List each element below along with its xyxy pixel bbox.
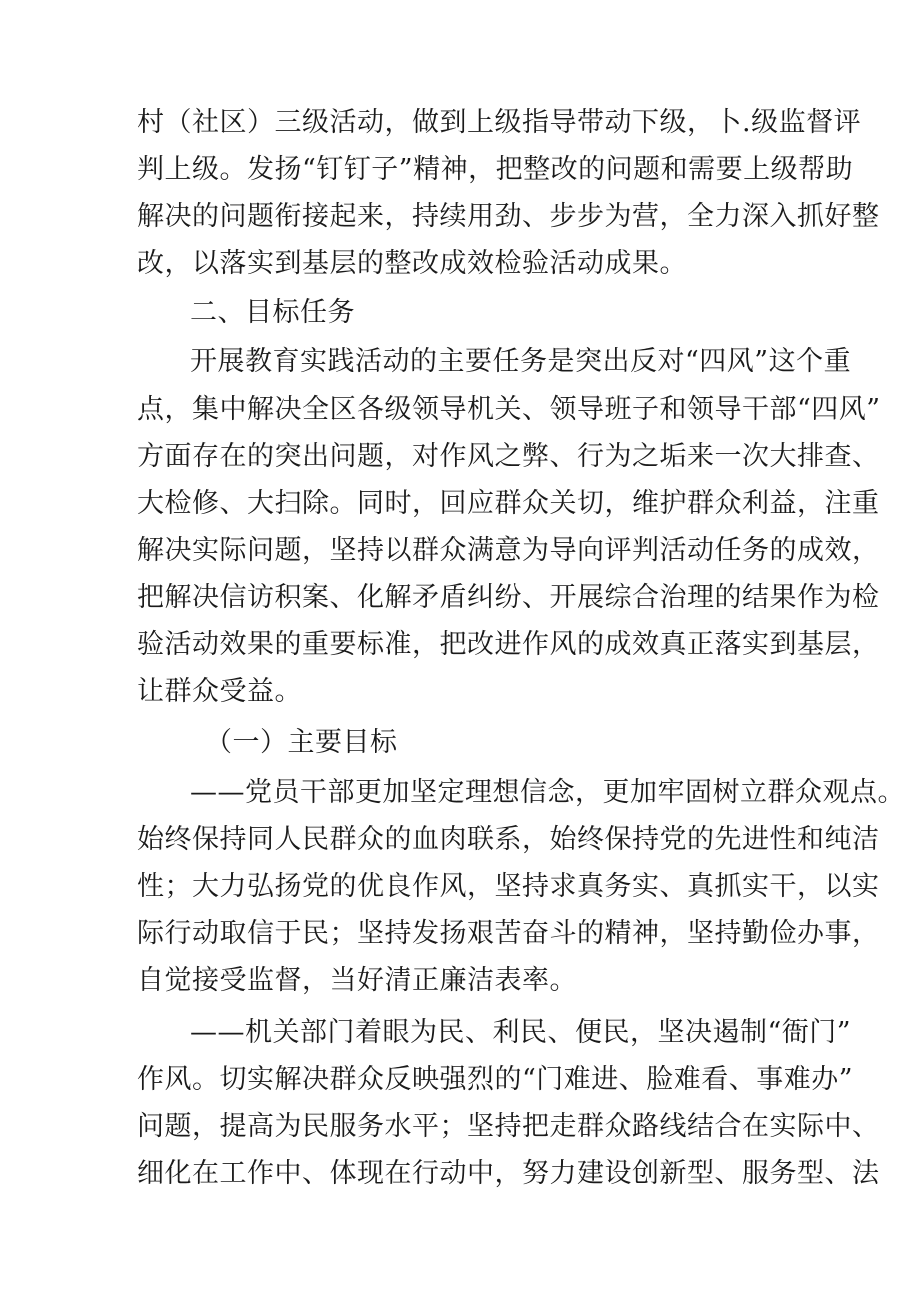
text-line: ——党员干部更加坚定理想信念，更加牢固树立群众观点。 <box>190 777 905 808</box>
text-line: 点，集中解决全区各级领导机关、领导班子和领导干部“四风” <box>137 394 881 425</box>
text-line: 让群众受益。 <box>137 676 302 707</box>
section-heading: 二、目标任务 <box>190 297 355 328</box>
text-line: 始终保持同人民群众的血肉联系，始终保持党的先进性和纯洁 <box>137 824 880 855</box>
text-line: 问题，提高为民服务水平；坚持把走群众路线结合在实际中、 <box>137 1111 880 1142</box>
text-line: 判上级。发扬“钉钉子”精神，把整改的问题和需要上级帮助 <box>137 154 854 185</box>
text-line: 细化在工作中、体现在行动中，努力建设创新型、服务型、法 <box>137 1158 880 1189</box>
text-line: 自觉接受监督，当好清正廉洁表率。 <box>137 965 577 996</box>
text-line: 作风。切实解决群众反映强烈的“门难进、脸难看、事难办” <box>137 1064 854 1095</box>
text-line: 把解决信访积案、化解矛盾纠纷、开展综合治理的结果作为检 <box>137 582 880 613</box>
text-line: 解决实际问题，坚持以群众满意为导向评判活动任务的成效， <box>137 535 880 566</box>
text-line: 方面存在的突出问题，对作风之弊、行为之垢来一次大排查、 <box>137 441 880 472</box>
subsection-heading: （一）主要目标 <box>205 727 398 758</box>
text-line: ——机关部门着眼为民、利民、便民，坚决遏制“衙门” <box>190 1017 852 1048</box>
text-line: 村（社区）三级活动，做到上级指导带动下级，卜.级监督评 <box>137 107 862 138</box>
text-line: 大检修、大扫除。同时，回应群众关切，维护群众利益，注重 <box>137 488 880 519</box>
text-line: 改，以落实到基层的整改成效检验活动成果。 <box>137 248 687 279</box>
text-line: 解决的问题衔接起来，持续用劲、步步为营，全力深入抓好整 <box>137 201 880 232</box>
text-line: 开展教育实践活动的主要任务是突出反对“四风”这个重 <box>190 346 852 377</box>
text-line: 际行动取信于民；坚持发扬艰苦奋斗的精神，坚持勤俭办事， <box>137 918 880 949</box>
text-line: 验活动效果的重要标准，把改进作风的成效真正落实到基层， <box>137 629 880 660</box>
text-line: 性；大力弘扬党的优良作风，坚持求真务实、真抓实干，以实 <box>137 871 880 902</box>
